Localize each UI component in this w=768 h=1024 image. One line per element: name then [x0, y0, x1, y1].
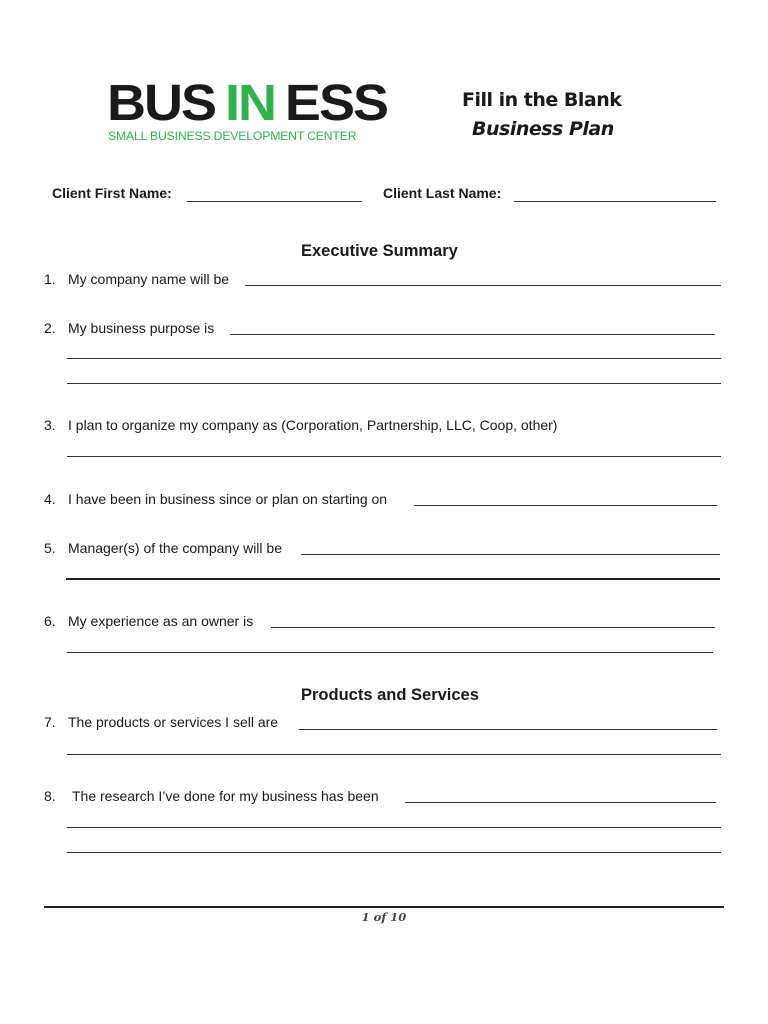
section-heading-products-services: Products and Services [301, 686, 479, 704]
question-number: 8. [44, 788, 56, 804]
answer-line[interactable] [67, 652, 713, 653]
client-last-name-label: Client Last Name: [383, 185, 502, 201]
question-number: 1. [44, 271, 56, 287]
section-heading-executive-summary: Executive Summary [301, 242, 458, 260]
answer-line[interactable] [67, 358, 721, 359]
question-number: 6. [44, 613, 56, 629]
logo-part-ess: ESS [284, 74, 387, 132]
footer-divider [44, 906, 724, 908]
answer-line[interactable] [414, 505, 717, 506]
document-title: Fill in the Blank [462, 89, 622, 111]
answer-line[interactable] [245, 285, 721, 286]
logo [107, 74, 387, 132]
question-number: 7. [44, 714, 56, 730]
answer-line[interactable] [301, 554, 720, 555]
answer-line[interactable] [230, 334, 715, 335]
question-number: 2. [44, 320, 56, 336]
question-text: My company name will be [68, 271, 230, 287]
answer-line[interactable] [67, 754, 721, 755]
question-text: I plan to organize my company as (Corporation, Partnership, LLC, Coop, other) [68, 417, 558, 433]
answer-line[interactable] [405, 802, 716, 803]
question-number: 4. [44, 491, 56, 507]
answer-line[interactable] [271, 627, 715, 628]
question-text: The products or services I sell are [68, 714, 279, 730]
answer-line[interactable] [67, 827, 721, 828]
answer-line[interactable] [67, 383, 721, 384]
question-text: My business purpose is [68, 320, 215, 336]
answer-line[interactable] [67, 456, 721, 457]
page-number: 1 of 10 [361, 910, 407, 924]
question-text: My experience as an owner is [68, 613, 254, 629]
logo-part-in: IN [224, 74, 275, 132]
answer-line[interactable] [66, 578, 720, 580]
client-last-name-field[interactable] [514, 201, 716, 202]
question-text: I have been in business since or plan on starting on [68, 491, 388, 507]
question-number: 3. [44, 417, 56, 433]
client-first-name-label: Client First Name: [52, 185, 172, 201]
question-text: Manager(s) of the company will be [68, 540, 282, 556]
client-first-name-field[interactable] [187, 201, 362, 202]
answer-line[interactable] [299, 729, 717, 730]
answer-line[interactable] [67, 852, 721, 853]
question-number: 5. [44, 540, 56, 556]
logo-subtitle: SMALL BUSINESS DEVELOPMENT CENTER [108, 129, 357, 143]
document-subtitle: Business Plan [472, 118, 614, 140]
logo-part-bus: BUS [107, 74, 216, 132]
question-text: The research I’ve done for my business has been [72, 788, 379, 804]
